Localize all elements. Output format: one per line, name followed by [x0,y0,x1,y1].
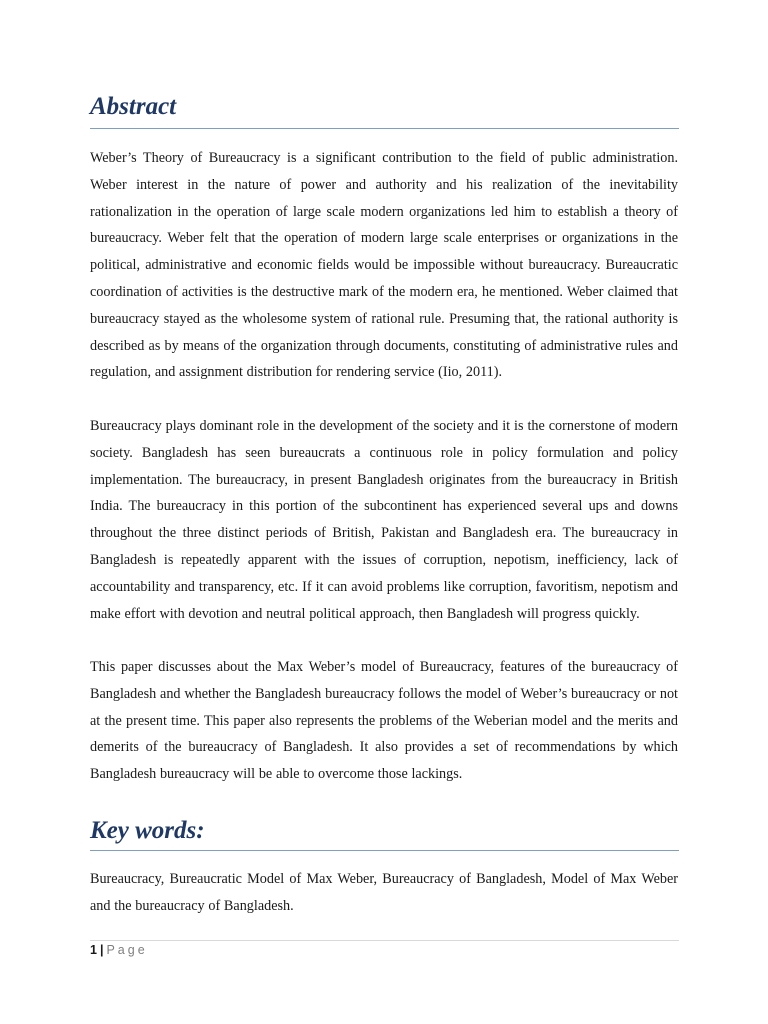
abstract-heading: Abstract [90,93,177,120]
page-footer [90,943,148,957]
page-number: 1 [90,943,97,957]
page-label: Page [106,943,148,957]
keywords-text: Bureaucracy, Bureaucratic Model of Max Weber, Bureaucracy of Bangladesh, Model of Max Weber and the bureaucracy of Bangladesh. [90,871,678,914]
footer-separator: | [99,943,104,957]
keywords-heading: Key words: [90,817,205,844]
keywords-heading-rule [90,850,679,851]
abstract-paragraph-2: Bureaucracy plays dominant role in the development of the society and it is the cornerstone of modern society. Bangladesh has seen bureaucrats a continuous role in policy formulation and policy implementation. The bureaucracy, in present Bangladesh originates from the bureaucracy in British India. The bureaucracy in this portion of the subcontinent has experienced several ups and downs throughout the three distinct periods of British, Pakistan and Bangladesh era. The bureaucracy in Bangladesh is repeatedly apparent with the issues of corruption, nepotism, inefficiency, lack of accountability and transparency, etc. If it can avoid problems like corruption, favoritism, nepotism and make effort with devotion and neutral political approach, then Bangladesh will progress quickly. [90,418,678,622]
abstract-paragraph-1: Weber’s Theory of Bureaucracy is a significant contribution to the field of public administration. Weber interest in the nature of power and authority and his realization of the inevitability rationalization in the operation of large scale modern organizations led him to establish a theory of bureaucracy. Weber felt that the operation of modern large scale enterprises or organizations in the political, administrative and economic fields would be impossible without bureaucracy. Bureaucratic coordination of activities is the destructive mark of the modern era, he mentioned. Weber claimed that bureaucracy stayed as the wholesome system of rational rule. Presuming that, the rational authority is described as by means of the organization through documents, constituting of administrative rules and regulation, and assignment distribution for rendering service (Iio, 2011). [90,150,678,381]
abstract-paragraph-3: This paper discusses about the Max Weber’s model of Bureaucracy, features of the bureaucracy of Bangladesh and whether the Bangladesh bureaucracy follows the model of Weber’s bureaucracy or not at the present time. This paper also represents the problems of the Weberian model and the merits and demerits of the bureaucracy of Bangladesh. It also provides a set of recommendations by which Bangladesh bureaucracy will be able to overcome those lackings. [90,659,678,783]
footer-rule [90,940,679,941]
abstract-heading-rule [90,128,679,129]
